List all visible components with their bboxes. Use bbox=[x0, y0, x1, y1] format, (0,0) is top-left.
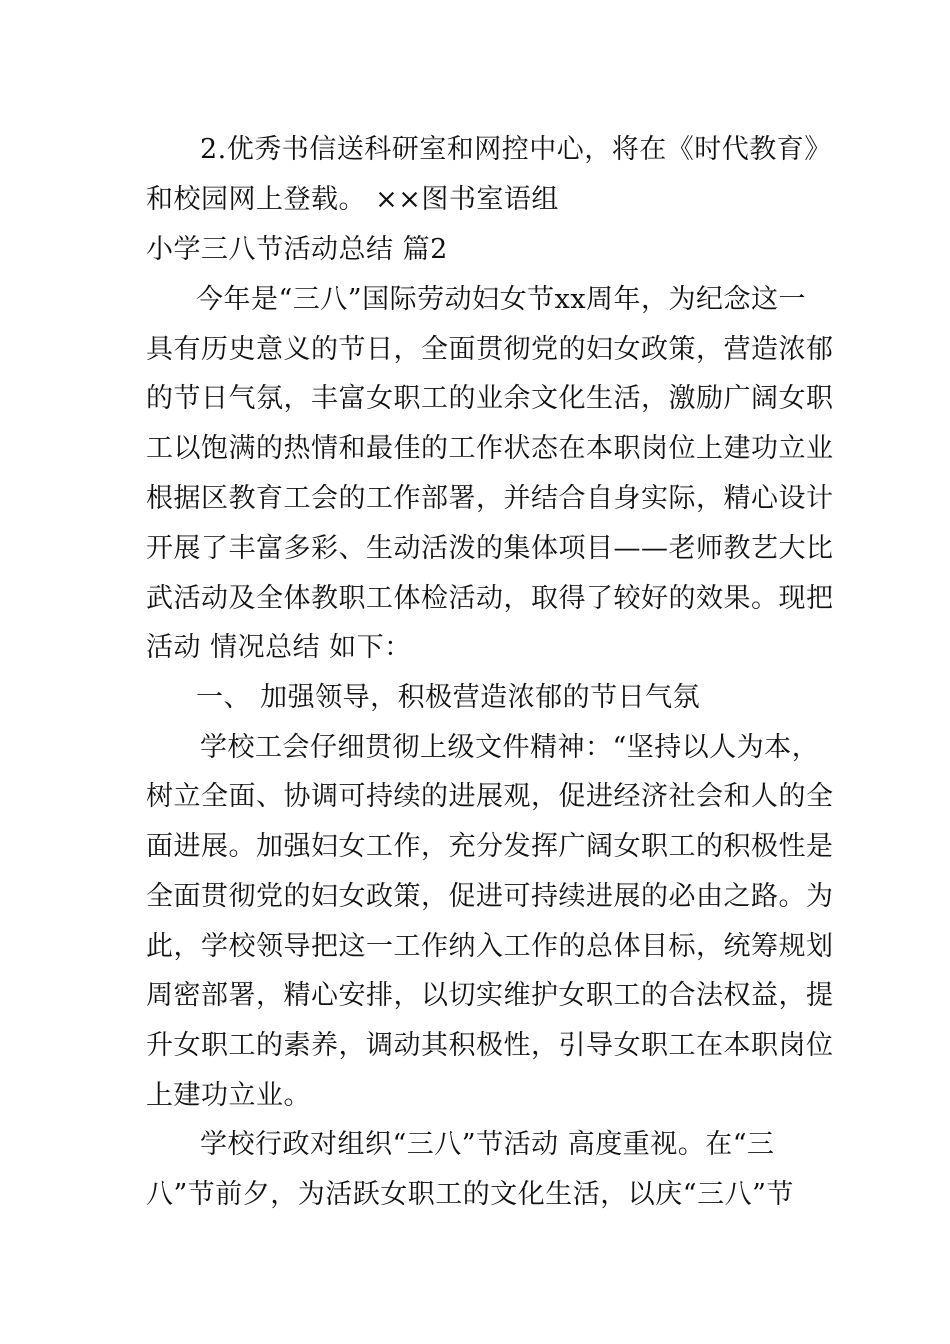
paragraph-line: 八”节前夕，为活跃女职工的文化生活，以庆“三八”节 bbox=[146, 1179, 794, 1210]
paragraph-line: 2.优秀书信送科研室和网控中心，将在《时代教育》 bbox=[200, 134, 832, 165]
paragraph-line: 此，学校领导把这一工作纳入工作的总体目标，统筹规划 bbox=[146, 931, 834, 962]
paragraph-line: 上建功立业。 bbox=[146, 1080, 311, 1111]
paragraph-line: 武活动及全体教职工体检活动，取得了较好的效果。现把 bbox=[146, 583, 834, 614]
paragraph-line: 具有历史意义的节日，全面贯彻党的妇女政策，营造浓郁 bbox=[146, 334, 834, 365]
paragraph-line: 和校园网上登载。 ××图书室语组 bbox=[146, 184, 559, 215]
paragraph-line: 工以饱满的热情和最佳的工作状态在本职岗位上建功立业 bbox=[146, 433, 834, 464]
paragraph-line: 面进展。加强妇女工作，充分发挥广阔女职工的积极性是 bbox=[146, 831, 834, 862]
paragraph-line: 今年是“三八”国际劳动妇女节xx周年，为纪念这一 bbox=[196, 284, 807, 315]
paragraph-line: 周密部署，精心安排，以切实维护女职工的合法权益，提 bbox=[146, 980, 834, 1011]
subsection-heading: 一、 加强领导，积极营造浓郁的节日气氛 bbox=[196, 682, 701, 713]
paragraph-line: 全面贯彻党的妇女政策，促进可持续进展的必由之路。为 bbox=[146, 881, 834, 912]
section-heading: 小学三八节活动总结 篇2 bbox=[146, 234, 448, 265]
paragraph-line: 树立全面、协调可持续的进展观，促进经济社会和人的全 bbox=[146, 781, 834, 812]
paragraph-line: 学校行政对组织“三八”节活动 高度重视。在“三 bbox=[200, 1129, 775, 1160]
paragraph-line: 的节日气氛，丰富女职工的业余文化生活，激励广阔女职 bbox=[146, 383, 834, 414]
paragraph-line: 开展了丰富多彩、生动活泼的集体项目——老师教艺大比 bbox=[146, 533, 834, 564]
paragraph-line: 活动 情况总结 如下： bbox=[146, 632, 412, 663]
paragraph-line: 根据区教育工会的工作部署，并结合自身实际，精心设计 bbox=[146, 483, 834, 514]
paragraph-line: 升女职工的素养，调动其积极性，引导女职工在本职岗位 bbox=[146, 1030, 834, 1061]
paragraph-line: 学校工会仔细贯彻上级文件精神：“坚持以人为本， bbox=[200, 732, 820, 763]
